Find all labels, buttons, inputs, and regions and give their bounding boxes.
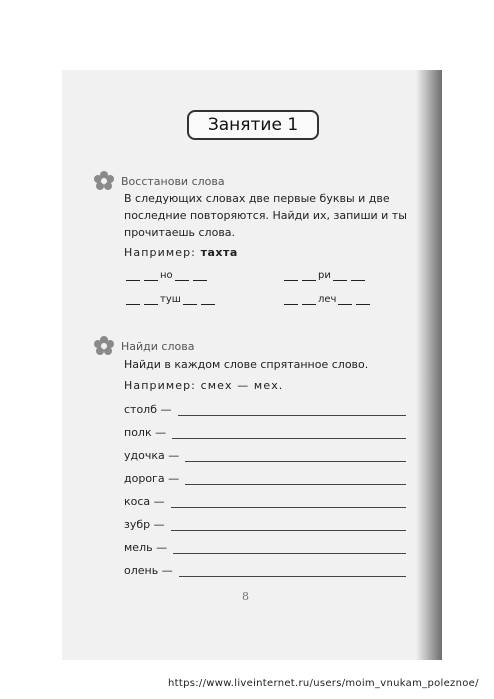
answer-line[interactable] — [172, 428, 406, 439]
section2-title: Найди слова — [121, 339, 195, 353]
blank-word-3: туш — [124, 294, 217, 305]
word-row-6: зубр — — [124, 518, 406, 531]
example-text: смех — мех. — [200, 379, 284, 392]
footer-url[interactable]: https://www.liveinternet.ru/users/moim_vnukam_poleznoe/ — [168, 678, 479, 689]
answer-line[interactable] — [171, 520, 406, 531]
answer-line[interactable] — [173, 543, 406, 554]
flower-icon — [93, 170, 115, 192]
word-row-8: олень — — [124, 564, 406, 577]
section1-title: Восстанови слова — [121, 174, 225, 188]
word-row-7: мель — — [124, 541, 406, 554]
answer-line[interactable] — [185, 451, 406, 462]
answer-line[interactable] — [185, 474, 406, 485]
page-binding-shadow — [416, 70, 442, 660]
blank-word-2: ри — [282, 270, 367, 281]
example-label: Например: — [124, 379, 196, 392]
page-number: 8 — [242, 590, 249, 603]
answer-line[interactable] — [171, 497, 406, 508]
word-row-2: полк — — [124, 426, 406, 439]
example-label: Например: — [124, 246, 196, 259]
example-word: тахта — [200, 246, 238, 259]
lesson-title: Занятие 1 — [187, 110, 319, 140]
section1-example — [124, 246, 238, 259]
word-row-5: коса — — [124, 495, 406, 508]
section1-header — [93, 170, 225, 192]
section2-example — [124, 379, 283, 392]
section2-header — [93, 335, 194, 357]
answer-line[interactable] — [178, 405, 407, 416]
section2-instruction: Найди в каждом слове спрятанное слово. — [124, 358, 369, 371]
section1-instruction: В следующих словах две первые буквы и две последние повторяются. Найди их, запиши и ты прочитаешь слова. — [124, 192, 407, 239]
word-row-3: удочка — — [124, 449, 406, 462]
blank-word-4: леч — [282, 294, 372, 305]
flower-icon — [93, 335, 115, 357]
answer-line[interactable] — [179, 566, 406, 577]
blank-word-1: но — [124, 270, 209, 281]
word-row-1: столб — — [124, 403, 406, 416]
word-row-4: дорога — — [124, 472, 406, 485]
